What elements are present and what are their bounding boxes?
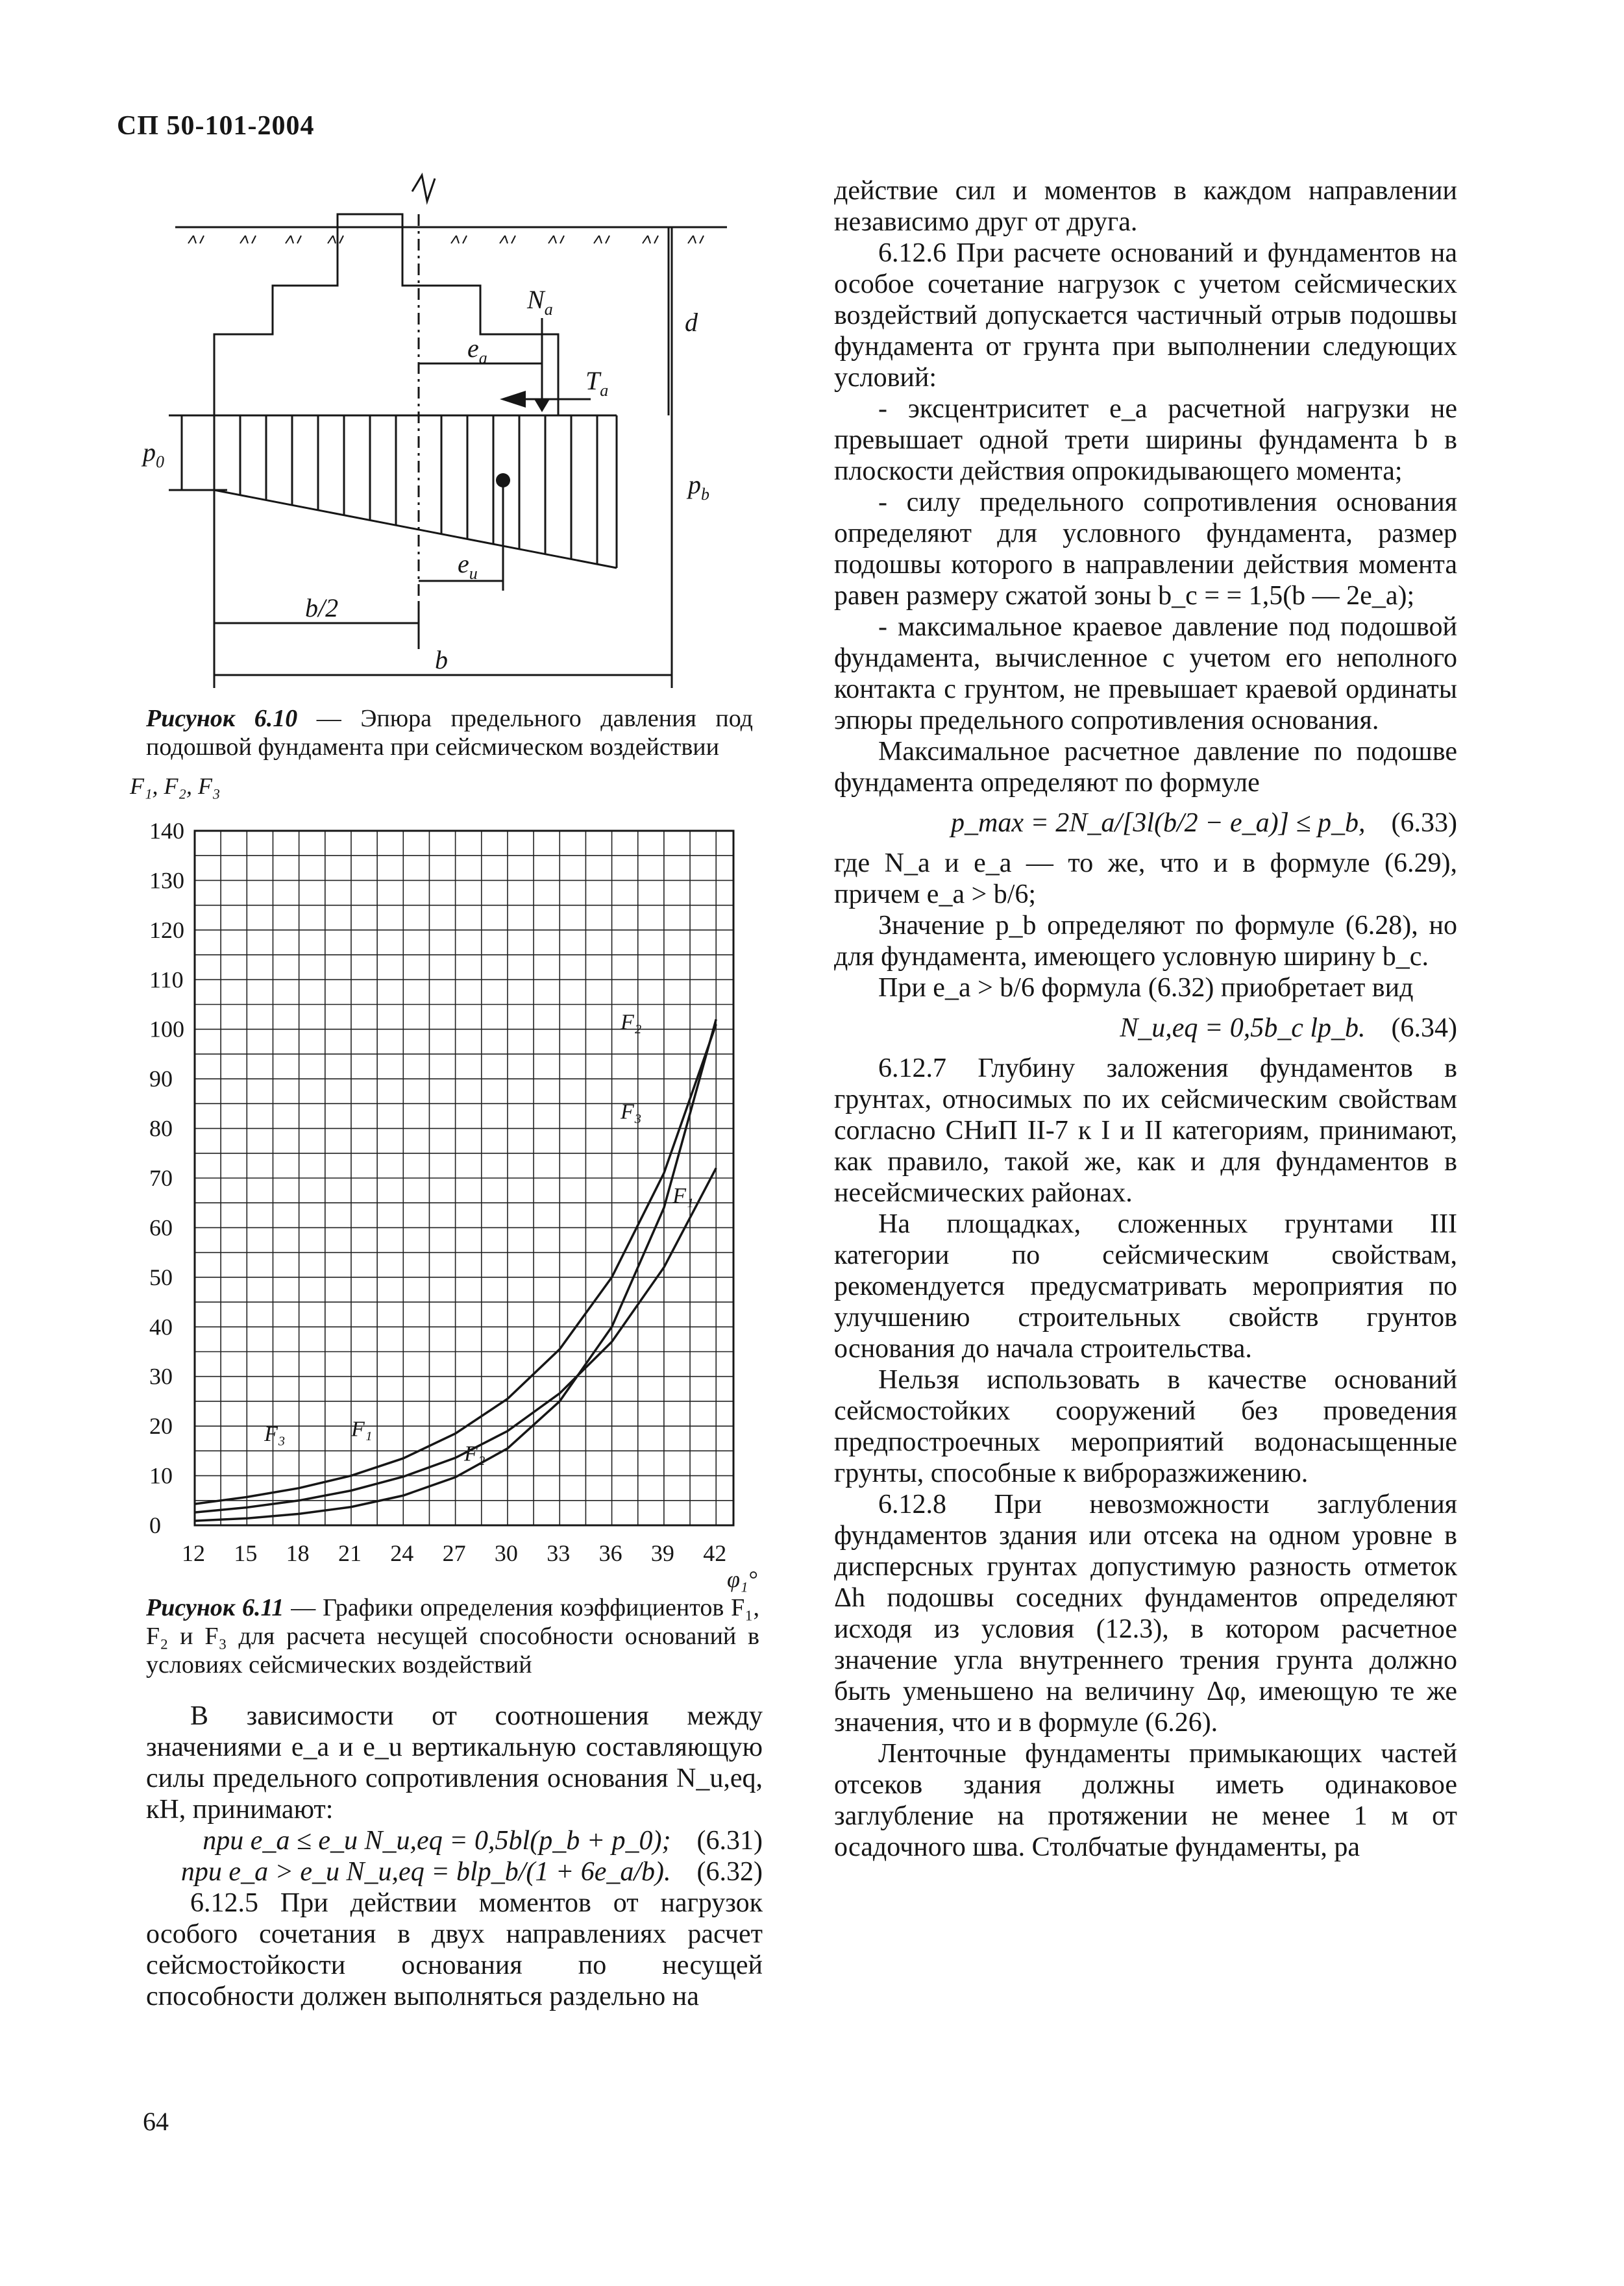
y-tick-label: 140 (149, 818, 184, 844)
formula-text: N_u,eq = 0,5b_c lp_b. (1120, 1013, 1366, 1043)
svg-text:Na: $N_a$ (527, 285, 553, 319)
paragraph: Максимальное расчетное давление по подошве фундамента определяют по формуле (834, 737, 1457, 798)
label-d: d (685, 308, 698, 337)
figure-6-11-caption-text: — Графики определения коэффициентов F₁, F₂ и F₃ для расчета несущей способности оснований в условиях сейсмических воздействий (146, 1594, 760, 1678)
x-tick-label: 33 (547, 1540, 571, 1566)
coefficient-chart (117, 798, 779, 1592)
formula-6-33 (834, 807, 1457, 839)
x-tick-label: 27 (442, 1540, 466, 1566)
paragraph: - максимальное краевое давление под подошвой фундамента, вычисленное с учетом его неполного контакта с грунтом, не превышает краевой ординаты эпюры предельного сопротивления основания. (834, 612, 1457, 735)
paragraph: Нельзя использовать в качестве оснований сейсмостойких сооружений без проведения предпостроечных мероприятий водонасыщенные грунты, способные к виброразжижению. (834, 1365, 1457, 1488)
paragraph: 6.12.7 Глубину заложения фундаментов в грунтах, относимых по их сейсмическим свойствам согласно СНиП II-7 к I и II категориям, принимают, как правило, такой же, как и для фундаментов в несейсмических районах. (834, 1053, 1457, 1208)
formula-number: (6.31) (696, 1826, 763, 1856)
x-tick-label: 36 (598, 1540, 622, 1566)
svg-text:ea: $e_a$ (467, 334, 487, 367)
formula-6-32 (146, 1856, 763, 1887)
label-b: b (435, 645, 448, 674)
formula-6-31 (146, 1825, 763, 1856)
y-tick-label: 80 (149, 1115, 173, 1142)
paragraph: действие сил и моментов в каждом направлении независимо друг от друга. (834, 176, 1457, 237)
series-annotation: F₃ (264, 1422, 286, 1447)
figure-6-11-number: Рисунок 6.11 (146, 1594, 284, 1621)
foundation-pressure-diagram (117, 156, 766, 701)
figure-6-10 (117, 156, 766, 701)
chart-y-axis-label: F₁, F₂, F₃ (130, 773, 221, 799)
label-eu: e (458, 549, 469, 578)
figure-6-10-caption-text: — Эпюра предельного давления под подошвой фундамента при сейсмическом воздействии (146, 705, 753, 761)
y-tick-label: 130 (149, 867, 184, 894)
x-tick-label: 21 (338, 1540, 362, 1566)
y-tick-label: 0 (149, 1512, 161, 1538)
paragraph: - эксцентриситет e_a расчетной нагрузки не превышает одной трети ширины фундамента b в плоскости действия опрокидывающего момента; (834, 394, 1457, 486)
x-tick-label: 30 (494, 1540, 518, 1566)
paragraph: При e_a > b/6 формула (6.32) приобретает вид (878, 973, 1414, 1003)
x-tick-label: 42 (703, 1540, 727, 1566)
figure-6-11-caption (146, 1593, 759, 1679)
figure-6-10-caption (146, 704, 753, 761)
formula-number: (6.33) (1391, 808, 1457, 838)
x-tick-label: 15 (234, 1540, 258, 1566)
paragraph: где N_a и e_a — то же, что и в формуле (6.29), причем e_a > b/6; (834, 848, 1457, 909)
formula-number: (6.34) (1391, 1013, 1457, 1043)
x-tick-label: 18 (286, 1540, 310, 1566)
page-number: 64 (143, 2107, 169, 2136)
left-column (146, 1701, 763, 2012)
label-pb: p (688, 470, 701, 499)
svg-text:pb: $p_b$ (686, 470, 709, 504)
document-header: СП 50-101-2004 (117, 111, 315, 141)
svg-text:Ta: $T_a$ (585, 366, 609, 400)
y-tick-label: 120 (149, 916, 184, 943)
paragraph: В зависимости от соотношения между значениями e_a и e_u вертикальную составляющую силы предельного сопротивления основания N_u,eq, кН, принимают: (146, 1701, 763, 1825)
y-tick-label: 90 (149, 1066, 173, 1092)
label-p0: p (143, 437, 156, 467)
svg-text:p0: $p_0$ (141, 437, 164, 471)
y-tick-label: 100 (149, 1016, 184, 1042)
x-tick-label: 12 (182, 1540, 205, 1566)
y-tick-label: 110 (149, 966, 184, 993)
figure-6-10-number: Рисунок 6.10 (146, 705, 298, 732)
y-tick-label: 50 (149, 1264, 173, 1290)
right-column (834, 175, 1457, 1863)
paragraph: 6.12.5 При действии моментов от нагрузок особого сочетания в двух направлениях расчет сейсмостойкости основания по несущей способности должен выполняться раздельно на (146, 1888, 763, 2011)
formula-number: (6.32) (696, 1857, 763, 1887)
formula-text: p_max = 2N_a/[3l(b/2 − e_a)] ≤ p_b, (950, 808, 1366, 838)
label-b-half: b/2 (305, 593, 339, 622)
formula-text: при e_a ≤ e_u N_u,eq = 0,5bl(p_b + p_0); (203, 1826, 671, 1856)
formula-6-34 (834, 1013, 1457, 1044)
formula-text: при e_a > e_u N_u,eq = blp_b/(1 + 6e_a/b). (180, 1857, 671, 1887)
series-annotation: F₁ (672, 1184, 694, 1209)
x-axis-label: φ₁° (727, 1566, 757, 1592)
y-tick-label: 40 (149, 1314, 173, 1340)
paragraph: Ленточные фундаменты примыкающих частей отсеков здания должны иметь одинаковое заглубление на протяжении не менее 1 м от осадочного шва. Столбчатые фундаменты, ра (834, 1739, 1457, 1862)
x-tick-label: 39 (650, 1540, 674, 1566)
y-tick-label: 10 (149, 1462, 173, 1489)
figure-6-11 (117, 798, 779, 1592)
series-annotation: F₁ (351, 1417, 373, 1442)
y-tick-label: 70 (149, 1165, 173, 1191)
paragraph: 6.12.6 При расчете оснований и фундаментов на особое сочетание нагрузок с учетом сейсмических воздействий допускается частичный отрыв подошвы фундамента от грунта при выполнении следующих условий: (834, 238, 1457, 393)
y-tick-label: 20 (149, 1413, 173, 1440)
y-tick-label: 60 (149, 1214, 173, 1241)
paragraph: - силу предельного сопротивления основания определяют для условного фундамента, размер подошвы которого в направлении действия момента равен размеру сжатой зоны b_c = = 1,5(b — 2e_a); (834, 487, 1457, 611)
paragraph: 6.12.8 При невозможности заглубления фундаментов здания или отсека на одном уровне в дисперсных грунтах допустимую разность отметок Δh подошвы соседних фундаментов определяют исходя из условия (12.3), в котором расчетное значение угла внутреннего трения грунта должно быть уменьшено на величину Δφ, имеющую те же значения, что и в формуле (6.26). (834, 1490, 1457, 1738)
paragraph: На площадках, сложенных грунтами III категории по сейсмическим свойствам, рекомендуется предусматривать мероприятия по улучшению строительных свойств грунтов основания до начала строительства. (834, 1209, 1457, 1364)
svg-text:eu: $e_u$ (458, 549, 478, 583)
x-tick-label: 24 (390, 1540, 414, 1566)
label-ta: T (585, 366, 600, 395)
series-annotation: F₂ (620, 1010, 642, 1035)
paragraph: Значение p_b определяют по формуле (6.28), но для фундамента, имеющего условную ширину b_c. (834, 911, 1457, 972)
series-annotation: F₂ (464, 1442, 486, 1466)
y-tick-label: 30 (149, 1363, 173, 1390)
label-na: N (527, 285, 545, 314)
label-ea: e (467, 334, 479, 363)
series-annotation: F₃ (620, 1100, 642, 1124)
